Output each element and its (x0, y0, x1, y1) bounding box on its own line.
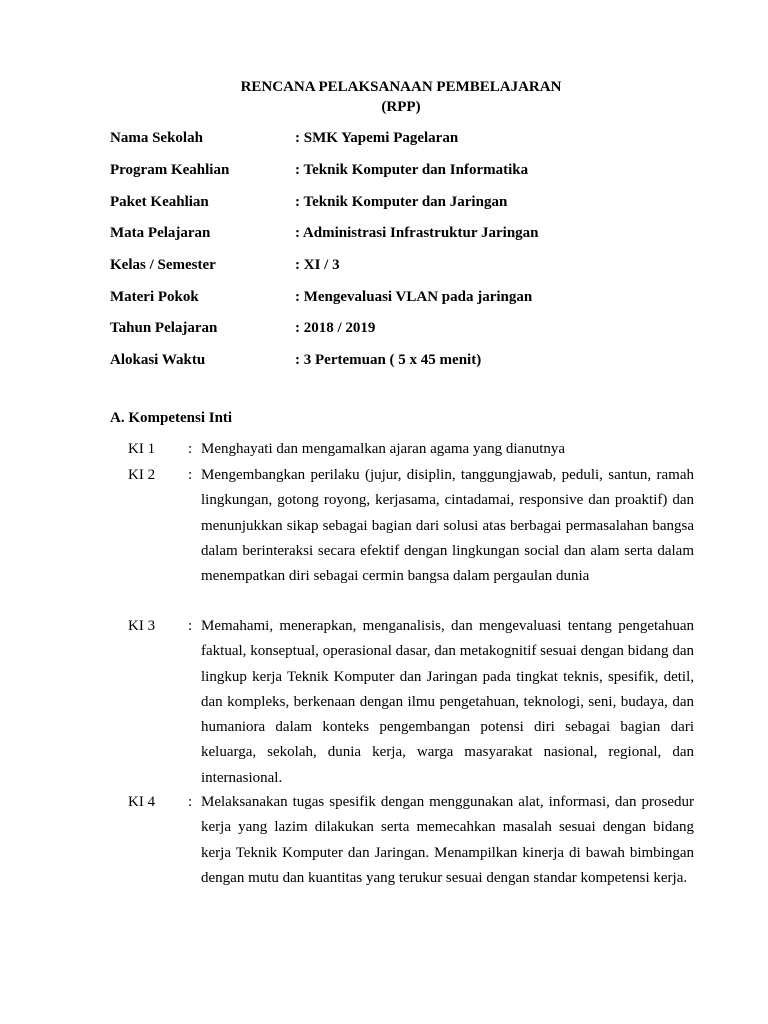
identity-row-program (110, 160, 710, 180)
identity-value: : 2018 / 2019 (295, 320, 376, 336)
identity-value: : SMK Yapemi Pagelaran (295, 130, 459, 146)
identity-label: Mata Pelajaran (110, 225, 211, 241)
identity-value: : XI / 3 (295, 257, 340, 273)
identity-row-year (110, 318, 710, 338)
document-subtitle: (RPP) (381, 99, 421, 115)
identity-row-school (110, 128, 710, 148)
identity-label: Nama Sekolah (110, 130, 203, 146)
ki-code: KI 1 (128, 441, 156, 457)
identity-label: Paket Keahlian (110, 194, 209, 210)
section-heading-kompetensi-inti: A. Kompetensi Inti (110, 410, 233, 426)
ki-text: Mengembangkan perilaku (jujur, disiplin, tanggungjawab, peduli, santun, ramah lingkungan, gotong royong, kerjasama, cintadamai, responsive dan proaktif) dan menunjukkan sikap sebagai bagian dari solusi atas berbagai permasalahan bangsa dalam berinteraksi secara efektif dengan lingkungan social dan alam serta dalam menempatkan diri sebagai cermin bangsa dalam pergaulan dunia (201, 467, 694, 585)
identity-row-time (110, 350, 710, 370)
ki-colon: : (188, 618, 193, 634)
identity-value: : Mengevaluasi VLAN pada jaringan (295, 289, 533, 305)
ki-item-3 (128, 614, 698, 791)
identity-label: Program Keahlian (110, 162, 230, 178)
ki-item-2 (128, 463, 698, 589)
ki-colon: : (188, 794, 193, 810)
identity-row-subject (110, 223, 710, 243)
ki-colon: : (188, 441, 193, 457)
identity-value: : Administrasi Infrastruktur Jaringan (295, 225, 539, 241)
ki-text: Memahami, menerapkan, menganalisis, dan mengevaluasi tentang pengetahuan faktual, konseptual, operasional dasar, dan metakognitif sesuai dengan bidang dan lingkup kerja Teknik Komputer dan Jaringan pada tingkat teknis, spesifik, detil, dan kompleks, berkenaan dengan ilmu pengetahuan, teknologi, seni, budaya, dan humaniora dalam konteks pengembangan potensi diri sebagai bagian dari keluarga, sekolah, dunia kerja, warga masyarakat nasional, regional, dan internasional. (201, 618, 694, 786)
identity-label: Materi Pokok (110, 289, 199, 305)
ki-code: KI 3 (128, 618, 156, 634)
ki-item-1 (128, 437, 698, 462)
identity-label: Kelas / Semester (110, 257, 216, 273)
identity-row-class (110, 255, 710, 275)
identity-label: Tahun Pelajaran (110, 320, 218, 336)
identity-value: : Teknik Komputer dan Jaringan (295, 194, 508, 210)
ki-text: Menghayati dan mengamalkan ajaran agama yang dianutnya (201, 441, 566, 457)
ki-item-4 (128, 790, 698, 891)
ki-text: Melaksanakan tugas spesifik dengan menggunakan alat, informasi, dan prosedur kerja yang lazim dilakukan serta memecahkan masalah sesuai dengan bidang kerja Teknik Komputer dan Jaringan. Menampilkan kinerja di bawah bimbingan dengan mutu dan kuantitas yang terukur sesuai dengan standar kompetensi kerja. (201, 794, 694, 886)
ki-code: KI 2 (128, 467, 156, 483)
identity-row-material (110, 287, 710, 307)
ki-colon: : (188, 467, 193, 483)
identity-label: Alokasi Waktu (110, 352, 206, 368)
identity-row-package (110, 192, 710, 212)
ki-code: KI 4 (128, 794, 156, 810)
identity-value: : Teknik Komputer dan Informatika (295, 162, 529, 178)
document-title: RENCANA PELAKSANAAN PEMBELAJARAN (240, 79, 562, 95)
identity-value: : 3 Pertemuan ( 5 x 45 menit) (295, 352, 482, 368)
